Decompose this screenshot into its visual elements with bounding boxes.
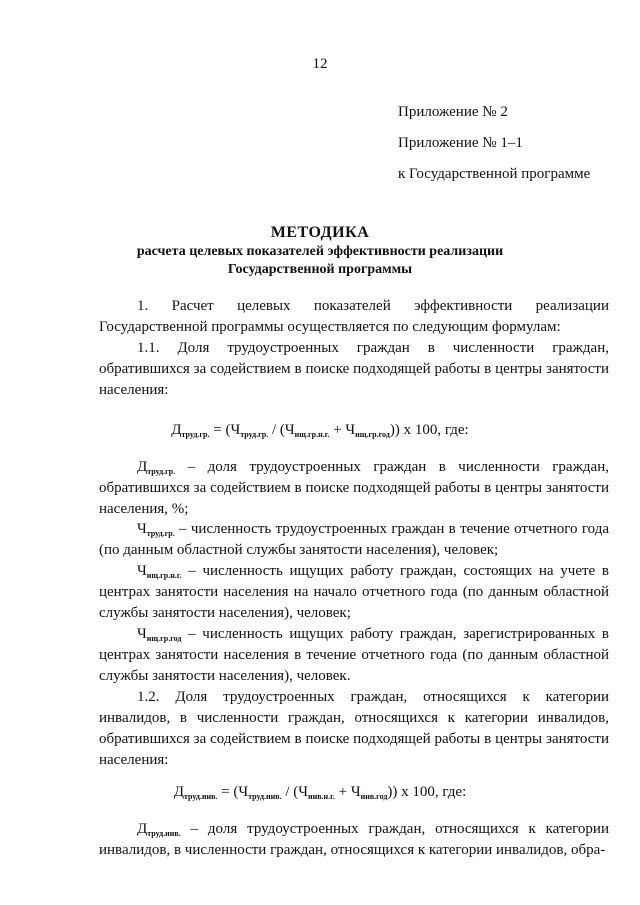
formula-2-ch-sub: труд.инв. <box>248 792 282 801</box>
definition-symbol: Ч <box>137 521 147 537</box>
definition-ch-ishch-gr-god <box>99 624 609 687</box>
formula-1-ch2-sub: ищ.гр.н.г. <box>294 430 330 439</box>
formula-2-ch3-sub: инв.год <box>360 792 388 801</box>
definition-symbol: Ч <box>137 626 147 642</box>
definition-subscript: труд.гр. <box>147 467 176 476</box>
formula-2-ch3: Ч <box>350 784 361 800</box>
appendix-line-3: к Государственной программе <box>398 166 591 182</box>
definition-d-trud-gr <box>99 457 609 520</box>
formula-1-div: / ( <box>268 422 285 438</box>
section-1-2-paragraph: 1.2. Доля трудоустроенных граждан, относящихся к категории инвалидов, в численности граждан, относящихся к категории инвалидов, обратившихся за содействием в поиске подходящей работы в центры занятости населения: <box>99 689 609 768</box>
definition-ch-trud-gr <box>99 519 609 561</box>
formula-1-d-sub: труд.гр. <box>181 430 210 439</box>
section-1-1-paragraph: 1.1. Доля трудоустроенных граждан в численности граждан, обратившихся за содействием в поиске подходящей работы в центры занятости населения: <box>99 340 609 398</box>
formula-2-d-sub: труд.инв. <box>183 792 218 801</box>
formula-1-ch-sub: труд.гр. <box>240 430 269 439</box>
definition-subscript: труд.инв. <box>147 829 181 838</box>
definition-symbol: Ч <box>137 563 147 579</box>
definition-symbol: Д <box>137 459 148 475</box>
definition-symbol: Д <box>137 821 148 837</box>
formula-2-d: Д <box>173 784 184 800</box>
formula-1-ch3-sub: ищ.гр.год <box>355 430 390 439</box>
document-subtitle-line-1: расчета целевых показателей эффективности реализации <box>136 244 504 259</box>
page-number: 12 <box>312 56 328 72</box>
formula-1 <box>0 422 640 439</box>
formula-1-eq: = ( <box>209 422 231 438</box>
definition-text: – численность трудоустроенных граждан в течение отчетного года (по данным областной службы занятости населения), человек; <box>99 521 609 558</box>
definition-text: – доля трудоустроенных граждан, относящихся к категории инвалидов, в численности граждан, относящихся к категории инвалидов, обра- <box>99 821 609 858</box>
definition-text: – численность ищущих работу граждан, состоящих на учете в центрах занятости населения на начало отчетного года (по данным областной службы занятости населения), человек; <box>99 563 609 621</box>
intro-paragraph: 1. Расчет целевых показателей эффективности реализации Государственной программы осуществляется по следующим формулам: <box>99 298 609 335</box>
definition-subscript: труд.гр. <box>146 529 175 538</box>
formula-2-ch2: Ч <box>298 784 308 800</box>
formula-2 <box>0 784 640 801</box>
definition-d-trud-inv <box>99 819 609 861</box>
document-subtitle-line-2: Государственной программы <box>227 262 413 277</box>
formula-1-tail: )) х 100, где: <box>389 422 469 438</box>
formula-1-d: Д <box>171 422 182 438</box>
appendix-line-1: Приложение № 2 <box>398 104 508 120</box>
definition-subscript: ищ.гр.н.г. <box>146 571 182 580</box>
formula-2-tail: )) х 100, где: <box>387 784 467 800</box>
formula-2-ch2-sub: инв.н.г. <box>308 792 335 801</box>
document-title: МЕТОДИКА <box>270 224 370 241</box>
formula-2-div: / ( <box>281 784 299 800</box>
formula-2-eq: = ( <box>217 784 239 800</box>
formula-2-plus: + <box>334 784 351 800</box>
formula-2-ch: Ч <box>238 784 249 800</box>
definition-subscript: ищ.гр.год <box>146 634 182 643</box>
formula-1-ch3: Ч <box>345 422 356 438</box>
definition-ch-ishch-gr-ng <box>99 561 609 624</box>
formula-1-ch: Ч <box>230 422 241 438</box>
formula-1-plus: + <box>329 422 346 438</box>
appendix-line-2: Приложение № 1–1 <box>398 135 523 151</box>
definition-text: – численность ищущих работу граждан, зарегистрированных в центрах занятости населения в течение отчетного года (по данным областной службы занятости населения), человек. <box>99 626 609 684</box>
definition-text: – доля трудоустроенных граждан в численности граждан, обратившихся за содействием в поиске подходящей работы в центры занятости населения, %; <box>99 459 609 517</box>
formula-1-ch2: Ч <box>284 422 295 438</box>
